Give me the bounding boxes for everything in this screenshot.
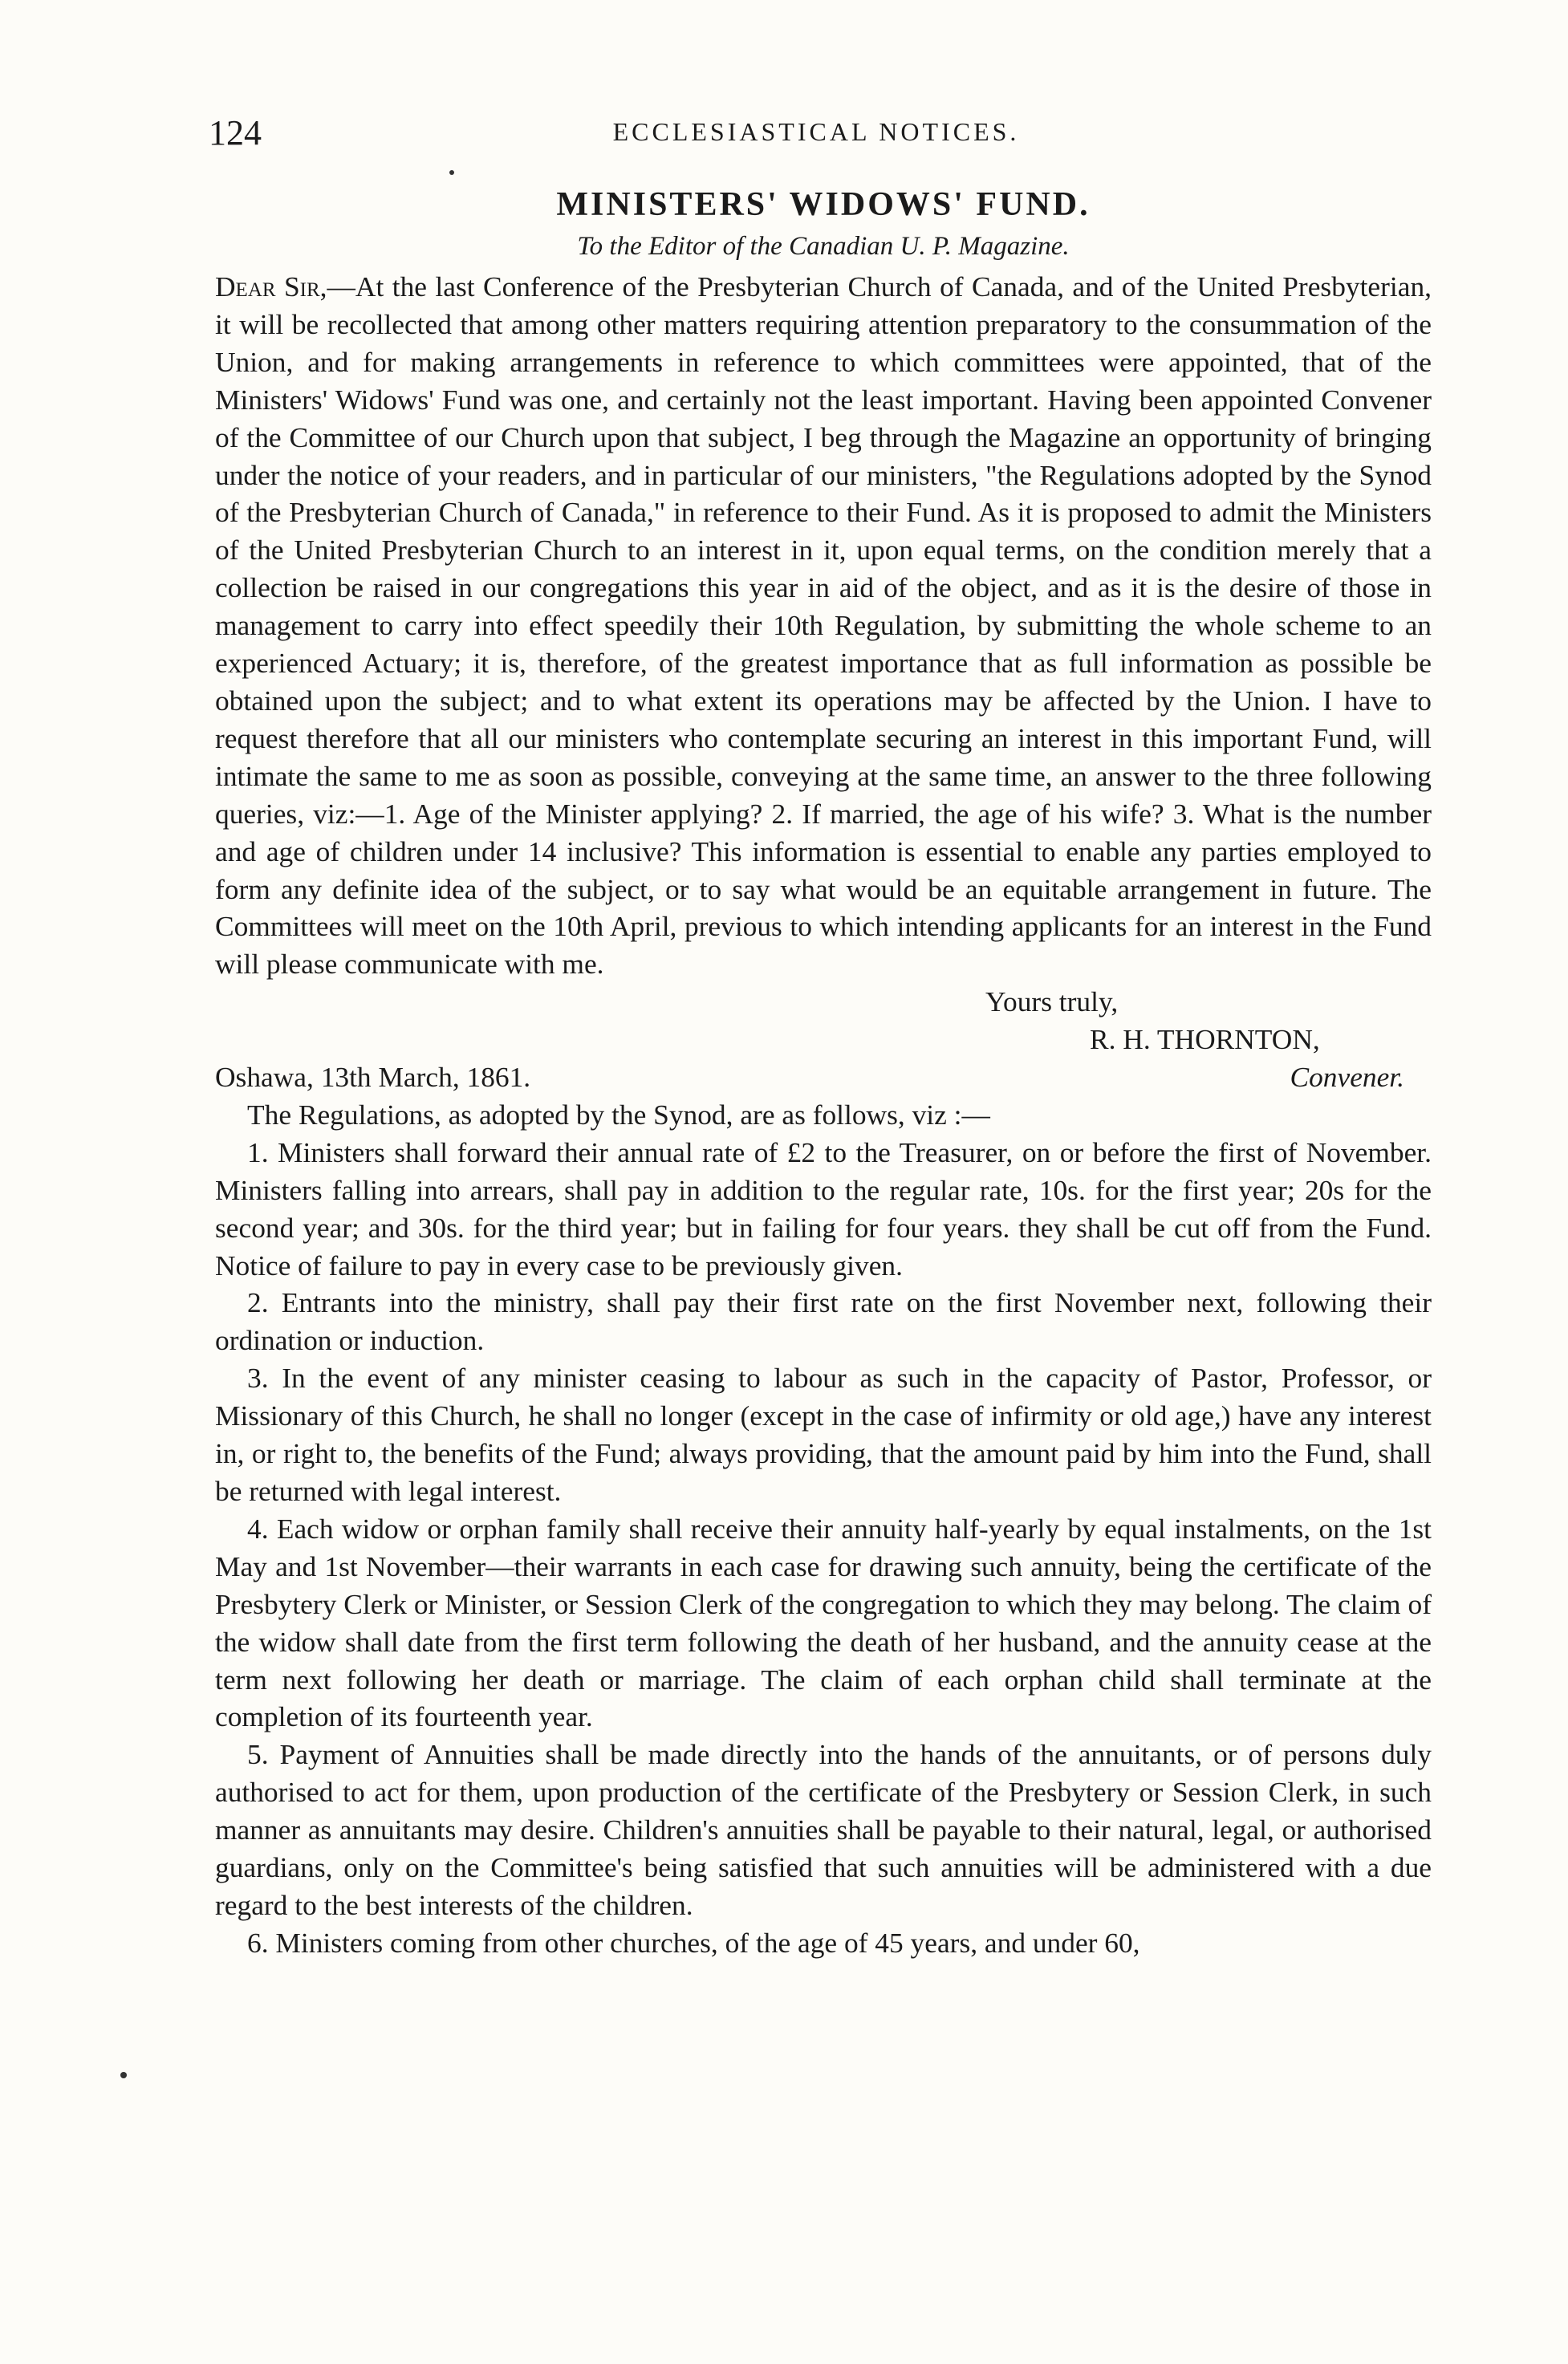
letter-body-text: —At the last Conference of the Presbyterian Church of Canada, and of the United Presbyterian, it will be recollected that among other matters requiring attention preparatory to the consummation of the Union, and for making arrangements in reference to which committees were appointed, that of the Ministers' Widows' Fund was one, and certainly not the least important. Having been appointed Convener of the Committee of our Church upon that subject, I beg through the Magazine an opportunity of bringing under the notice of your readers, and in particular of our ministers, "the Regulations adopted by the Synod of the Presbyterian Church of Canada," in reference to their Fund. As it is proposed to admit the Ministers of the United Presbyterian Church to an interest in it, upon equal terms, on the condition merely that a collection be raised in our congregations this year in aid of the object, and as it is the desire of those in management to carry into effect speedily their 10th Regulation, by submitting the whole scheme to an experienced Actuary; it is, therefore, of the greatest importance that as full information as possible be obtained upon the subject; and to what extent its operations may be affected by the Union. I have to request therefore that all our ministers who contemplate securing an interest in this important Fund, will intimate the same to me as soon as possible, conveying at the same time, an answer to the three following queries, viz:—1. Age of the Minister applying? 2. If married, the age of his wife? 3. What is the number and age of children under 14 inclusive? This information is essential to enable any parties employed to form any definite idea of the subject, or to say what would be an equitable arrangement in future. The Committees will meet on the 10th April, previous to which intending applicants for an interest in the Fund will please communicate with me. xyxy=(215,270,1432,981)
regulation-item: 4. Each widow or orphan family shall receive their annuity half-yearly by equal instalments, on the 1st May and 1st November—their warrants in each case for drawing such annuity, being the certificate of the Presbytery Clerk or Minister, or Session Clerk of the congregation to which they may belong. The claim of the widow shall date from the first term following the death of her husband, and the annuity cease at the term next following her death or marriage. The claim of each orphan child shall terminate at the completion of its fourteenth year. xyxy=(215,1512,1432,1733)
regulation-item: 6. Ministers coming from other churches, of the age of 45 years, and under 60, xyxy=(247,1926,1140,1959)
signatory-role: Convener. xyxy=(1290,1061,1404,1094)
closing: Yours truly, xyxy=(985,985,1119,1018)
salutation: Dear Sir, xyxy=(215,270,327,303)
place-date-line xyxy=(215,1058,1432,1096)
signature: R. H. THORNTON, xyxy=(1090,1023,1320,1056)
regulation-item: 1. Ministers shall forward their annual rate of £2 to the Treasurer, on or before the first of November. Ministers falling into arrears, shall pay in addition to the regular rate, 10s. for the first year; 20s for the second year; and 30s. for the third year; but in failing for four years. they shall be cut off from the Fund. Notice of failure to pay in every case to be previously given. xyxy=(215,1135,1432,1282)
letter-paragraph xyxy=(215,268,1432,983)
regulation-item: 2. Entrants into the ministry, shall pay their first rate on the first November next, following their ordination or induction. xyxy=(215,1286,1432,1357)
place-date: Oshawa, 13th March, 1861. xyxy=(215,1061,531,1094)
regulations-intro: The Regulations, as adopted by the Synod, are as follows, viz :— xyxy=(247,1098,990,1131)
dedication-line: To the Editor of the Canadian U. P. Magazine. xyxy=(577,232,1070,261)
running-title: ECCLESIASTICAL NOTICES. xyxy=(612,117,1020,146)
article-title: MINISTERS' WIDOWS' FUND. xyxy=(556,186,1091,223)
page-number: 124 xyxy=(209,113,262,152)
ink-dot xyxy=(449,170,454,175)
regulation-item: 3. In the event of any minister ceasing to labour as such in the capacity of Pastor, Professor, or Missionary of this Church, he shall no longer (except in the case of infirmity or old age,) have any interest in, or right to, the benefits of the Fund; always providing, that the amount paid by him into the Fund, shall be returned with legal interest. xyxy=(215,1362,1432,1507)
running-header xyxy=(209,112,1424,160)
margin-mark xyxy=(120,2072,127,2078)
article-body xyxy=(215,181,1432,1962)
regulation-item: 5. Payment of Annuities shall be made directly into the hands of the annuitants, or of persons duly authorised to act for them, upon production of the certificate of the Presbytery or Session Clerk, in such manner as annuitants may desire. Children's annuities shall be payable to their natural, legal, or authorised guardians, only on the Committee's being satisfied that such annuities will be administered with a due regard to the best interests of the children. xyxy=(215,1738,1432,1921)
